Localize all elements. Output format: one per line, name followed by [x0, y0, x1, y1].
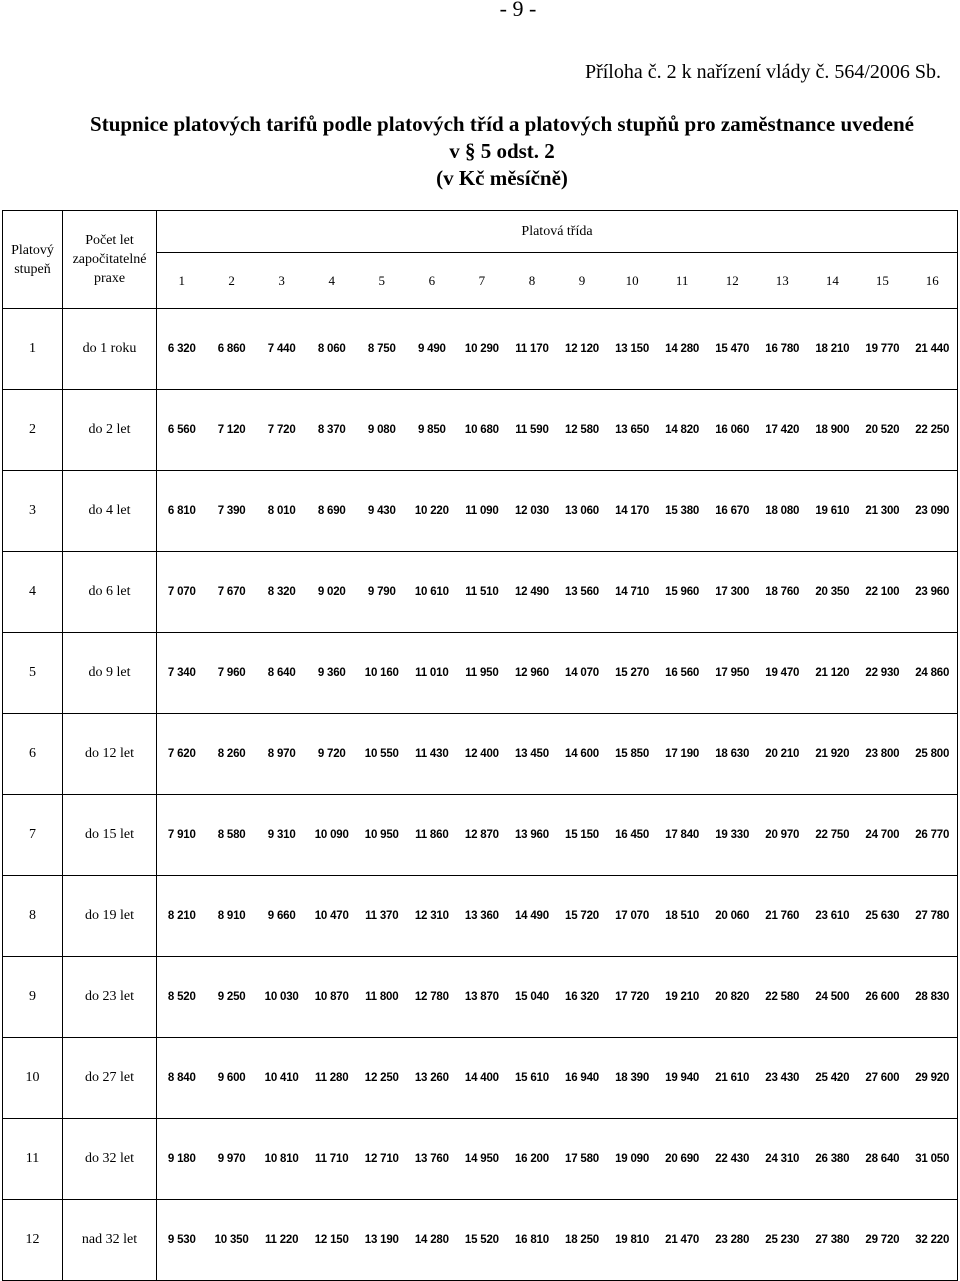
salary-cell: 12 400	[457, 714, 507, 795]
class-number-header: 7	[457, 253, 507, 309]
salary-cell: 15 960	[657, 552, 707, 633]
salary-cell: 6 810	[157, 471, 207, 552]
salary-cell: 11 860	[407, 795, 457, 876]
salary-cell: 15 040	[507, 957, 557, 1038]
title-line-1: Stupnice platových tarifů podle platových tříd a platových stupňů pro zaměstnance uvedené	[90, 112, 914, 136]
salary-cell: 16 320	[557, 957, 607, 1038]
table-row	[3, 876, 958, 957]
salary-cell: 17 580	[557, 1119, 607, 1200]
stupen-cell: 7	[3, 795, 63, 876]
salary-cell: 13 360	[457, 876, 507, 957]
stupen-cell: 3	[3, 471, 63, 552]
salary-cell: 14 280	[407, 1200, 457, 1281]
salary-cell: 12 120	[557, 309, 607, 390]
header-praxe-line2: započitatelné	[72, 252, 147, 267]
salary-cell: 27 780	[907, 876, 957, 957]
class-number-header: 13	[757, 253, 807, 309]
table-row	[3, 390, 958, 471]
salary-cell: 27 380	[807, 1200, 857, 1281]
salary-cell: 9 970	[207, 1119, 257, 1200]
salary-cell: 28 640	[857, 1119, 907, 1200]
salary-cell: 10 470	[307, 876, 357, 957]
salary-cell: 22 580	[757, 957, 807, 1038]
salary-cell: 18 250	[557, 1200, 607, 1281]
salary-cell: 11 370	[357, 876, 407, 957]
salary-cell: 8 010	[257, 471, 307, 552]
salary-cell: 9 600	[207, 1038, 257, 1119]
class-number-header: 11	[657, 253, 707, 309]
class-number-header: 8	[507, 253, 557, 309]
salary-cell: 32 220	[907, 1200, 957, 1281]
salary-cell: 27 600	[857, 1038, 907, 1119]
salary-cell: 11 220	[257, 1200, 307, 1281]
salary-cell: 13 150	[607, 309, 657, 390]
salary-cell: 22 100	[857, 552, 907, 633]
salary-cell: 16 560	[657, 633, 707, 714]
salary-cell: 12 310	[407, 876, 457, 957]
praxe-cell: do 27 let	[63, 1038, 157, 1119]
salary-cell: 17 300	[707, 552, 757, 633]
salary-cell: 25 420	[807, 1038, 857, 1119]
class-number-header: 5	[357, 253, 407, 309]
salary-cell: 9 020	[307, 552, 357, 633]
salary-cell: 9 530	[157, 1200, 207, 1281]
class-number-header: 2	[207, 253, 257, 309]
salary-cell: 22 750	[807, 795, 857, 876]
stupen-cell: 1	[3, 309, 63, 390]
salary-cell: 19 610	[807, 471, 857, 552]
salary-cell: 7 670	[207, 552, 257, 633]
salary-cell: 26 600	[857, 957, 907, 1038]
salary-cell: 10 090	[307, 795, 357, 876]
praxe-cell: do 15 let	[63, 795, 157, 876]
salary-cell: 11 510	[457, 552, 507, 633]
salary-cell: 12 150	[307, 1200, 357, 1281]
salary-cell: 19 330	[707, 795, 757, 876]
salary-cell: 10 220	[407, 471, 457, 552]
salary-cell: 24 500	[807, 957, 857, 1038]
class-number-header: 1	[157, 253, 207, 309]
salary-cell: 12 250	[357, 1038, 407, 1119]
annex-reference: Příloha č. 2 k nařízení vlády č. 564/2006 Sb.	[584, 61, 941, 83]
salary-cell: 12 710	[357, 1119, 407, 1200]
salary-cell: 11 010	[407, 633, 457, 714]
salary-cell: 25 800	[907, 714, 957, 795]
salary-cell: 8 370	[307, 390, 357, 471]
stupen-cell: 12	[3, 1200, 63, 1281]
praxe-cell: do 1 roku	[63, 309, 157, 390]
salary-cell: 14 600	[557, 714, 607, 795]
salary-cell: 15 270	[607, 633, 657, 714]
salary-cell: 15 380	[657, 471, 707, 552]
salary-cell: 13 760	[407, 1119, 457, 1200]
stupen-cell: 5	[3, 633, 63, 714]
salary-cell: 12 580	[557, 390, 607, 471]
salary-cell: 7 620	[157, 714, 207, 795]
salary-cell: 19 090	[607, 1119, 657, 1200]
document-title	[0, 111, 960, 192]
salary-cell: 29 720	[857, 1200, 907, 1281]
salary-cell: 10 610	[407, 552, 457, 633]
salary-cell: 12 490	[507, 552, 557, 633]
salary-cell: 7 120	[207, 390, 257, 471]
salary-cell: 15 610	[507, 1038, 557, 1119]
salary-cell: 9 250	[207, 957, 257, 1038]
header-praxe-line3: praxe	[93, 271, 126, 286]
salary-cell: 16 450	[607, 795, 657, 876]
salary-cell: 14 280	[657, 309, 707, 390]
salary-cell: 16 780	[757, 309, 807, 390]
salary-cell: 28 830	[907, 957, 957, 1038]
salary-cell: 22 250	[907, 390, 957, 471]
salary-cell: 7 340	[157, 633, 207, 714]
praxe-cell: do 12 let	[63, 714, 157, 795]
stupen-cell: 9	[3, 957, 63, 1038]
header-praxe	[63, 211, 157, 309]
salary-cell: 21 760	[757, 876, 807, 957]
salary-cell: 10 550	[357, 714, 407, 795]
salary-cell: 14 070	[557, 633, 607, 714]
class-number-header: 3	[257, 253, 307, 309]
salary-cell: 13 260	[407, 1038, 457, 1119]
stupen-cell: 10	[3, 1038, 63, 1119]
salary-cell: 20 060	[707, 876, 757, 957]
salary-cell: 10 950	[357, 795, 407, 876]
salary-cell: 26 770	[907, 795, 957, 876]
class-number-header: 16	[907, 253, 957, 309]
salary-cell: 21 120	[807, 633, 857, 714]
stupen-cell: 2	[3, 390, 63, 471]
table-row	[3, 957, 958, 1038]
salary-cell: 15 470	[707, 309, 757, 390]
salary-cell: 20 820	[707, 957, 757, 1038]
salary-cell: 17 840	[657, 795, 707, 876]
salary-cell: 25 630	[857, 876, 907, 957]
salary-cell: 18 510	[657, 876, 707, 957]
salary-cell: 8 260	[207, 714, 257, 795]
salary-cell: 17 950	[707, 633, 757, 714]
salary-cell: 20 520	[857, 390, 907, 471]
table-row	[3, 795, 958, 876]
header-stupen-line2: stupeň	[14, 261, 51, 277]
salary-cell: 11 280	[307, 1038, 357, 1119]
salary-cell: 16 060	[707, 390, 757, 471]
salary-cell: 12 960	[507, 633, 557, 714]
table-row	[3, 714, 958, 795]
header-platova-trida: Platová třída	[157, 211, 958, 253]
salary-cell: 19 810	[607, 1200, 657, 1281]
stupen-cell: 8	[3, 876, 63, 957]
salary-cell: 16 940	[557, 1038, 607, 1119]
salary-cell: 21 440	[907, 309, 957, 390]
salary-cell: 8 320	[257, 552, 307, 633]
salary-cell: 19 940	[657, 1038, 707, 1119]
table-row	[3, 1200, 958, 1281]
salary-cell: 11 710	[307, 1119, 357, 1200]
salary-cell: 17 070	[607, 876, 657, 957]
header-stupen	[3, 211, 63, 309]
praxe-cell: do 2 let	[63, 390, 157, 471]
table-row	[3, 1038, 958, 1119]
salary-cell: 11 430	[407, 714, 457, 795]
salary-cell: 18 760	[757, 552, 807, 633]
salary-cell: 6 560	[157, 390, 207, 471]
salary-cell: 13 560	[557, 552, 607, 633]
salary-cell: 9 310	[257, 795, 307, 876]
salary-cell: 21 920	[807, 714, 857, 795]
salary-cell: 10 350	[207, 1200, 257, 1281]
salary-cell: 9 080	[357, 390, 407, 471]
salary-cell: 20 690	[657, 1119, 707, 1200]
salary-cell: 20 210	[757, 714, 807, 795]
salary-cell: 11 170	[507, 309, 557, 390]
salary-cell: 12 030	[507, 471, 557, 552]
salary-cell: 18 390	[607, 1038, 657, 1119]
salary-cell: 15 720	[557, 876, 607, 957]
salary-cell: 7 910	[157, 795, 207, 876]
salary-cell: 24 860	[907, 633, 957, 714]
praxe-cell: do 9 let	[63, 633, 157, 714]
table-row	[3, 1119, 958, 1200]
salary-cell: 13 190	[357, 1200, 407, 1281]
salary-cell: 15 850	[607, 714, 657, 795]
salary-cell: 13 060	[557, 471, 607, 552]
salary-cell: 9 660	[257, 876, 307, 957]
table-row	[3, 309, 958, 390]
salary-cell: 14 710	[607, 552, 657, 633]
salary-cell: 26 380	[807, 1119, 857, 1200]
salary-cell: 14 950	[457, 1119, 507, 1200]
salary-cell: 13 960	[507, 795, 557, 876]
salary-cell: 15 150	[557, 795, 607, 876]
salary-cell: 6 320	[157, 309, 207, 390]
salary-cell: 19 210	[657, 957, 707, 1038]
salary-cell: 9 720	[307, 714, 357, 795]
salary-cell: 15 520	[457, 1200, 507, 1281]
salary-cell: 9 180	[157, 1119, 207, 1200]
salary-cell: 20 970	[757, 795, 807, 876]
salary-cell: 21 300	[857, 471, 907, 552]
salary-cell: 13 870	[457, 957, 507, 1038]
salary-cell: 21 610	[707, 1038, 757, 1119]
praxe-cell: do 32 let	[63, 1119, 157, 1200]
title-line-3: (v Kč měsíčně)	[436, 166, 568, 190]
salary-cell: 9 790	[357, 552, 407, 633]
salary-cell: 16 670	[707, 471, 757, 552]
salary-cell: 24 700	[857, 795, 907, 876]
salary-cell: 16 810	[507, 1200, 557, 1281]
page-number: - 9 -	[499, 0, 537, 21]
class-number-header: 4	[307, 253, 357, 309]
salary-cell: 6 860	[207, 309, 257, 390]
salary-cell: 11 800	[357, 957, 407, 1038]
salary-cell: 10 290	[457, 309, 507, 390]
salary-cell: 7 720	[257, 390, 307, 471]
title-line-2: v § 5 odst. 2	[449, 139, 555, 163]
salary-cell: 23 800	[857, 714, 907, 795]
salary-cell: 22 930	[857, 633, 907, 714]
salary-cell: 7 440	[257, 309, 307, 390]
salary-cell: 18 630	[707, 714, 757, 795]
salary-cell: 11 590	[507, 390, 557, 471]
salary-cell: 23 960	[907, 552, 957, 633]
header-stupen-line1: Platový	[11, 242, 54, 258]
salary-cell: 23 430	[757, 1038, 807, 1119]
salary-cell: 12 780	[407, 957, 457, 1038]
salary-cell: 8 060	[307, 309, 357, 390]
salary-cell: 10 680	[457, 390, 507, 471]
salary-cell: 25 230	[757, 1200, 807, 1281]
class-number-header: 6	[407, 253, 457, 309]
salary-cell: 8 970	[257, 714, 307, 795]
salary-cell: 14 490	[507, 876, 557, 957]
salary-cell: 10 810	[257, 1119, 307, 1200]
table-row	[3, 633, 958, 714]
salary-cell: 8 910	[207, 876, 257, 957]
salary-cell: 11 950	[457, 633, 507, 714]
class-number-header: 12	[707, 253, 757, 309]
salary-cell: 8 520	[157, 957, 207, 1038]
salary-cell: 8 750	[357, 309, 407, 390]
class-number-header: 9	[557, 253, 607, 309]
stupen-cell: 4	[3, 552, 63, 633]
salary-cell: 7 390	[207, 471, 257, 552]
salary-cell: 10 870	[307, 957, 357, 1038]
salary-cell: 9 430	[357, 471, 407, 552]
salary-cell: 10 030	[257, 957, 307, 1038]
salary-cell: 19 770	[857, 309, 907, 390]
class-number-header: 14	[807, 253, 857, 309]
salary-cell: 22 430	[707, 1119, 757, 1200]
salary-cell: 14 820	[657, 390, 707, 471]
salary-cell: 31 050	[907, 1119, 957, 1200]
salary-cell: 14 170	[607, 471, 657, 552]
praxe-cell: do 19 let	[63, 876, 157, 957]
salary-cell: 23 610	[807, 876, 857, 957]
salary-cell: 8 580	[207, 795, 257, 876]
salary-cell: 18 080	[757, 471, 807, 552]
stupen-cell: 11	[3, 1119, 63, 1200]
salary-cell: 17 190	[657, 714, 707, 795]
salary-cell: 11 090	[457, 471, 507, 552]
salary-cell: 7 070	[157, 552, 207, 633]
praxe-cell: do 4 let	[63, 471, 157, 552]
table-row	[3, 471, 958, 552]
stupen-cell: 6	[3, 714, 63, 795]
salary-cell: 10 410	[257, 1038, 307, 1119]
salary-cell: 23 280	[707, 1200, 757, 1281]
salary-cell: 8 690	[307, 471, 357, 552]
class-number-header: 15	[857, 253, 907, 309]
salary-cell: 12 870	[457, 795, 507, 876]
salary-cell: 8 640	[257, 633, 307, 714]
header-praxe-line1: Počet let	[85, 233, 134, 248]
salary-cell: 19 470	[757, 633, 807, 714]
praxe-cell: nad 32 let	[63, 1200, 157, 1281]
salary-cell: 18 900	[807, 390, 857, 471]
salary-cell: 17 720	[607, 957, 657, 1038]
salary-cell: 8 210	[157, 876, 207, 957]
salary-cell: 16 200	[507, 1119, 557, 1200]
salary-cell: 9 360	[307, 633, 357, 714]
salary-cell: 9 490	[407, 309, 457, 390]
salary-scale-table	[2, 210, 958, 1281]
salary-cell: 29 920	[907, 1038, 957, 1119]
salary-cell: 14 400	[457, 1038, 507, 1119]
salary-cell: 17 420	[757, 390, 807, 471]
salary-cell: 13 450	[507, 714, 557, 795]
salary-cell: 7 960	[207, 633, 257, 714]
salary-cell: 20 350	[807, 552, 857, 633]
table-row	[3, 552, 958, 633]
salary-cell: 13 650	[607, 390, 657, 471]
salary-cell: 8 840	[157, 1038, 207, 1119]
praxe-cell: do 23 let	[63, 957, 157, 1038]
class-number-header: 10	[607, 253, 657, 309]
salary-cell: 10 160	[357, 633, 407, 714]
salary-cell: 18 210	[807, 309, 857, 390]
salary-cell: 21 470	[657, 1200, 707, 1281]
salary-cell: 24 310	[757, 1119, 807, 1200]
salary-cell: 9 850	[407, 390, 457, 471]
praxe-cell: do 6 let	[63, 552, 157, 633]
salary-cell: 23 090	[907, 471, 957, 552]
